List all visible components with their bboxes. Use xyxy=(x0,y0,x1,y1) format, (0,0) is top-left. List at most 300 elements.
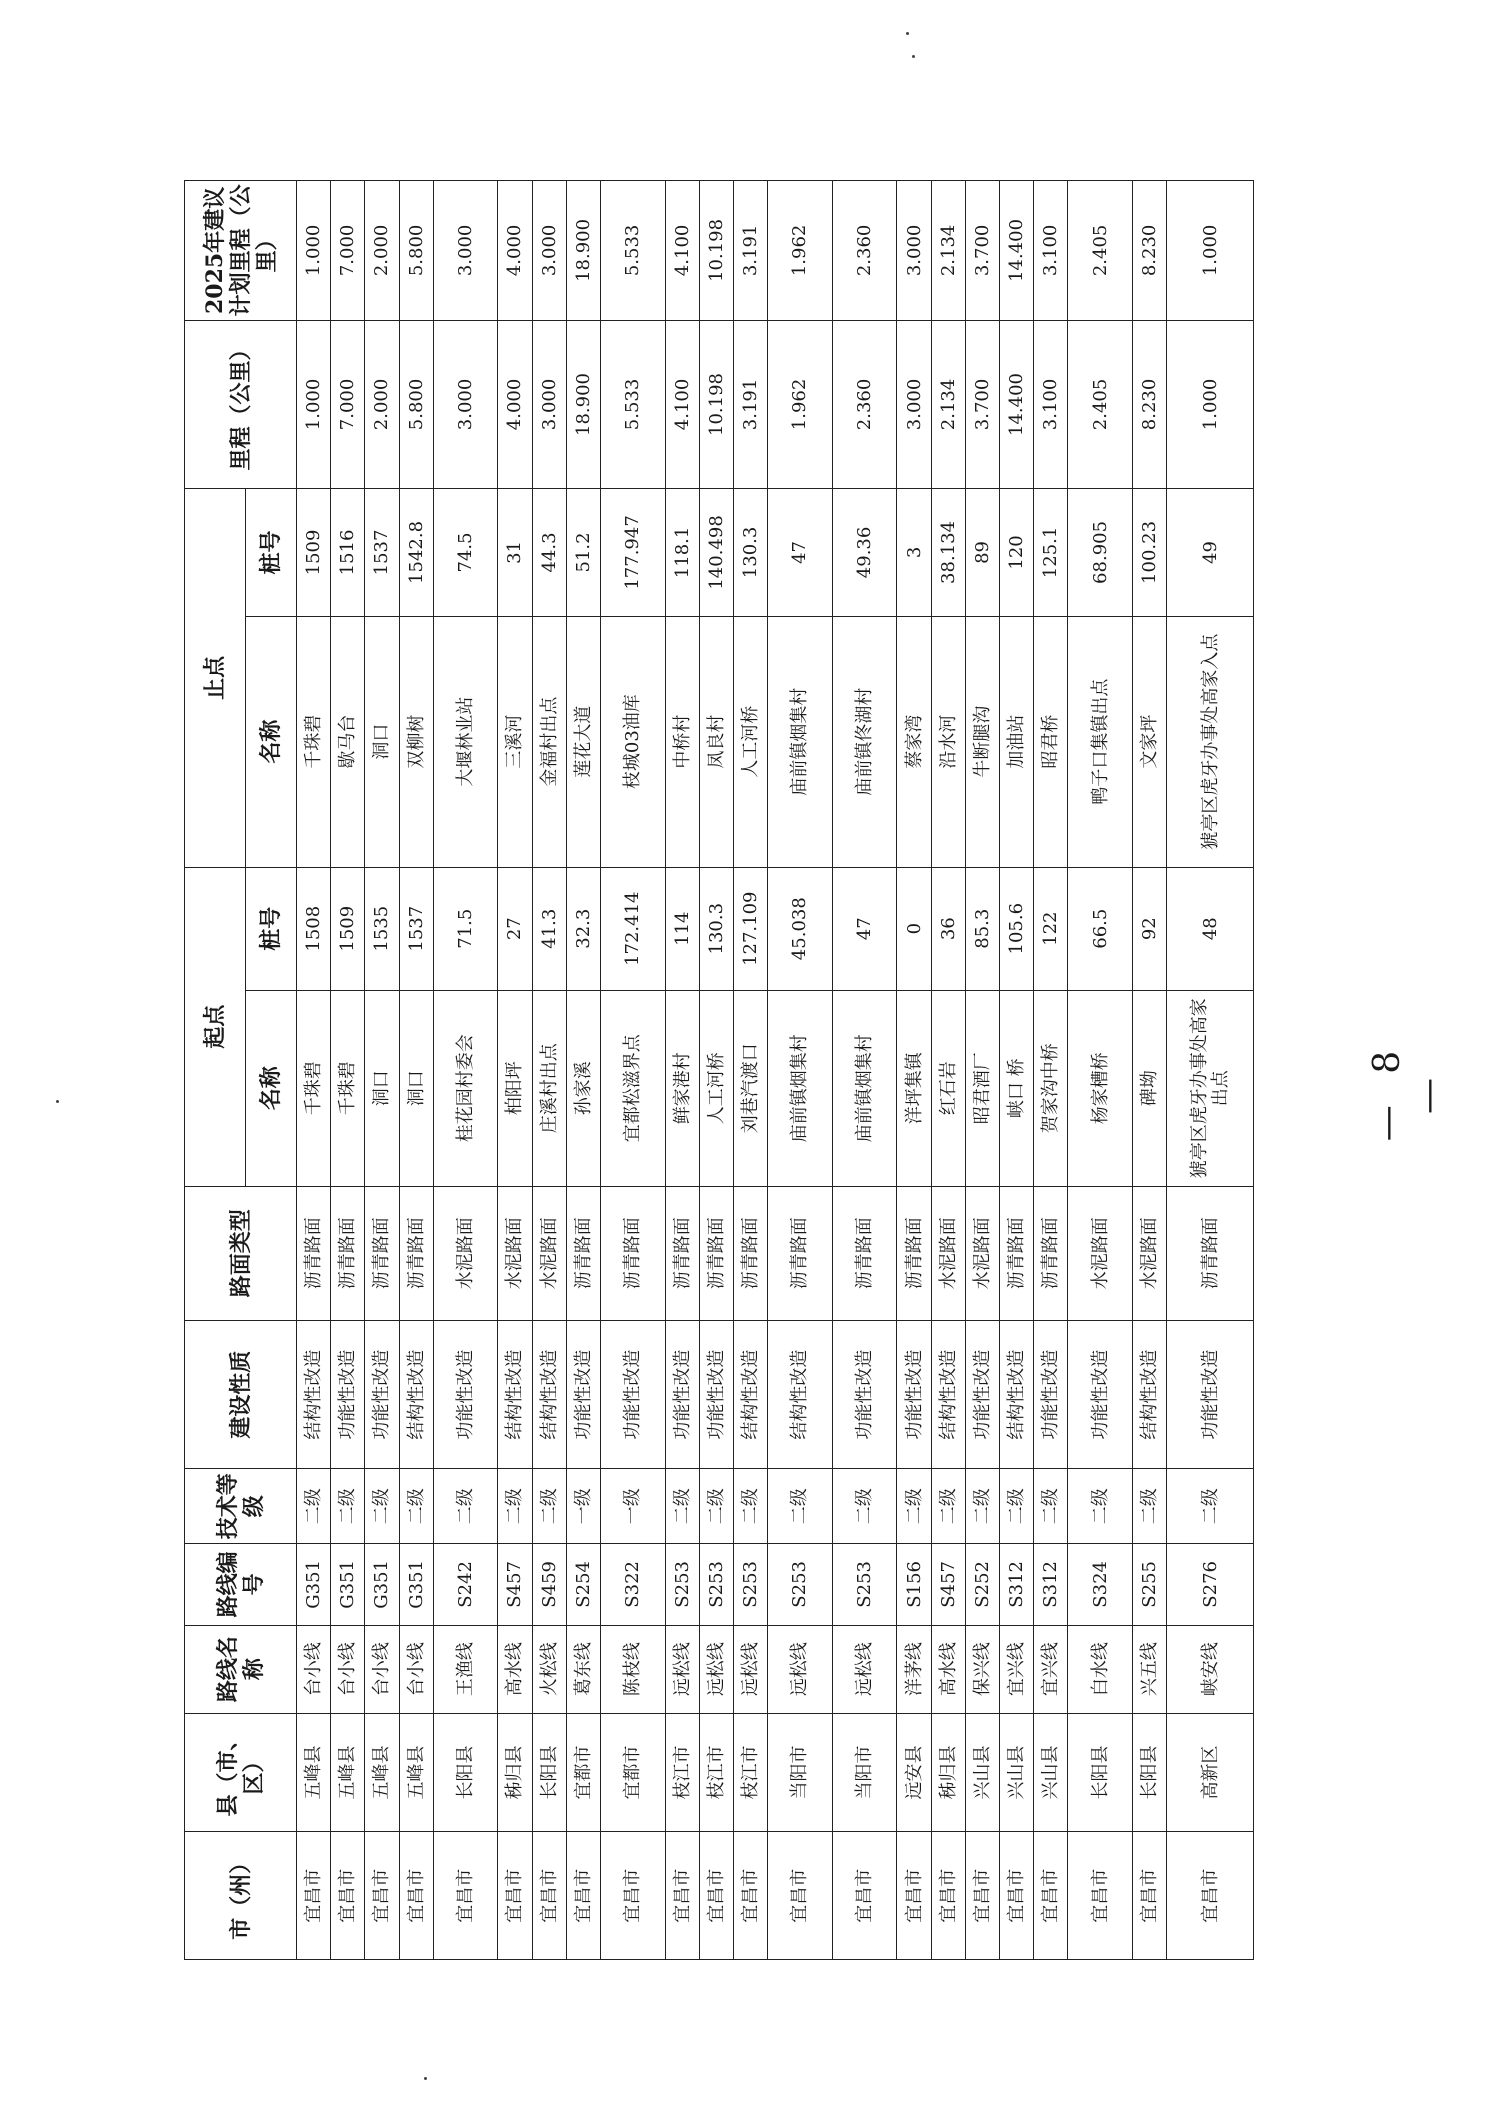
cell-start-stake: 27 xyxy=(498,867,532,990)
cell-city: 宜昌市 xyxy=(365,1832,399,1960)
cell-nature: 结构性改造 xyxy=(999,1320,1033,1469)
cell-grade: 二级 xyxy=(399,1469,433,1544)
cell-grade: 二级 xyxy=(1034,1469,1068,1544)
cell-city: 宜昌市 xyxy=(733,1832,767,1960)
cell-plan: 3.100 xyxy=(1034,181,1068,321)
cell-nature: 结构性改造 xyxy=(297,1320,331,1469)
cell-start-name: 庙前镇烟集村 xyxy=(768,990,833,1186)
cell-city: 宜昌市 xyxy=(897,1832,931,1960)
cell-start-stake: 1509 xyxy=(331,867,365,990)
cell-route-name: 台小线 xyxy=(297,1625,331,1713)
cell-end-stake: 38.134 xyxy=(931,489,965,617)
cell-plan: 3.000 xyxy=(532,181,566,321)
table-row xyxy=(965,181,999,1960)
cell-route-name: 宜兴线 xyxy=(999,1625,1033,1713)
table-row xyxy=(399,181,433,1960)
cell-end-stake: 89 xyxy=(965,489,999,617)
cell-county: 枝江市 xyxy=(665,1713,699,1832)
cell-start-stake: 92 xyxy=(1133,867,1167,990)
cell-surface: 沥青路面 xyxy=(999,1186,1033,1320)
table-row xyxy=(1133,181,1167,1960)
cell-surface: 沥青路面 xyxy=(331,1186,365,1320)
cell-county: 当阳市 xyxy=(832,1713,897,1832)
cell-start-name: 洞口 xyxy=(365,990,399,1186)
cell-start-stake: 45.038 xyxy=(768,867,833,990)
cell-nature: 功能性改造 xyxy=(832,1320,897,1469)
header-city: 市（州） xyxy=(185,1832,297,1960)
cell-start-name: 人工河桥 xyxy=(699,990,733,1186)
cell-plan: 2.360 xyxy=(832,181,897,321)
cell-route-code: S457 xyxy=(931,1544,965,1625)
cell-plan: 3.000 xyxy=(433,181,498,321)
cell-end-name: 牛断腿沟 xyxy=(965,616,999,867)
cell-route-name: 台小线 xyxy=(365,1625,399,1713)
cell-county: 长阳县 xyxy=(433,1713,498,1832)
cell-route-code: S457 xyxy=(498,1544,532,1625)
cell-start-name: 红石岩 xyxy=(931,990,965,1186)
cell-start-stake: 1535 xyxy=(365,867,399,990)
table-row xyxy=(931,181,965,1960)
cell-end-stake: 44.3 xyxy=(532,489,566,617)
cell-route-name: 高水线 xyxy=(931,1625,965,1713)
cell-route-name: 台小线 xyxy=(331,1625,365,1713)
cell-county: 枝江市 xyxy=(733,1713,767,1832)
cell-grade: 二级 xyxy=(768,1469,833,1544)
table-row xyxy=(498,181,532,1960)
cell-county: 宜都市 xyxy=(566,1713,600,1832)
cell-route-name: 洋茅线 xyxy=(897,1625,931,1713)
cell-nature: 功能性改造 xyxy=(566,1320,600,1469)
cell-nature: 结构性改造 xyxy=(498,1320,532,1469)
cell-end-stake: 49.36 xyxy=(832,489,897,617)
table-row xyxy=(1167,181,1254,1960)
cell-end-name: 蔡家湾 xyxy=(897,616,931,867)
header-start: 起点 xyxy=(185,867,246,1186)
cell-route-code: G351 xyxy=(297,1544,331,1625)
cell-length: 14.400 xyxy=(999,320,1033,488)
cell-end-name: 千珠碧 xyxy=(297,616,331,867)
cell-end-name: 人工河桥 xyxy=(733,616,767,867)
cell-surface: 水泥路面 xyxy=(498,1186,532,1320)
cell-surface: 水泥路面 xyxy=(1133,1186,1167,1320)
cell-grade: 二级 xyxy=(897,1469,931,1544)
cell-route-code: S276 xyxy=(1167,1544,1254,1625)
cell-county: 秭归县 xyxy=(931,1713,965,1832)
cell-nature: 功能性改造 xyxy=(1068,1320,1133,1469)
cell-end-stake: 49 xyxy=(1167,489,1254,617)
cell-end-stake: 177.947 xyxy=(600,489,665,617)
cell-start-name: 庙前镇烟集村 xyxy=(832,990,897,1186)
cell-plan: 5.533 xyxy=(600,181,665,321)
cell-nature: 功能性改造 xyxy=(1034,1320,1068,1469)
cell-route-code: G351 xyxy=(399,1544,433,1625)
cell-county: 五峰县 xyxy=(365,1713,399,1832)
cell-end-stake: 140.498 xyxy=(699,489,733,617)
cell-end-name: 文家坪 xyxy=(1133,616,1167,867)
cell-start-stake: 122 xyxy=(1034,867,1068,990)
cell-grade: 二级 xyxy=(931,1469,965,1544)
header-start-name: 名称 xyxy=(246,990,297,1186)
table-row xyxy=(600,181,665,1960)
cell-grade: 二级 xyxy=(532,1469,566,1544)
cell-nature: 功能性改造 xyxy=(433,1320,498,1469)
cell-route-name: 火松线 xyxy=(532,1625,566,1713)
cell-nature: 结构性改造 xyxy=(399,1320,433,1469)
table-row xyxy=(433,181,498,1960)
cell-grade: 二级 xyxy=(832,1469,897,1544)
cell-city: 宜昌市 xyxy=(498,1832,532,1960)
cell-end-stake: 1537 xyxy=(365,489,399,617)
cell-city: 宜昌市 xyxy=(965,1832,999,1960)
cell-nature: 结构性改造 xyxy=(733,1320,767,1469)
table-row xyxy=(1034,181,1068,1960)
cell-length: 1.000 xyxy=(1167,320,1254,488)
table-header xyxy=(185,181,297,1960)
header-end: 止点 xyxy=(185,489,246,867)
cell-route-code: S254 xyxy=(566,1544,600,1625)
cell-route-code: S312 xyxy=(1034,1544,1068,1625)
cell-county: 兴山县 xyxy=(1034,1713,1068,1832)
cell-end-name: 加油站 xyxy=(999,616,1033,867)
cell-length: 3.191 xyxy=(733,320,767,488)
cell-start-name: 洞口 xyxy=(399,990,433,1186)
table-row xyxy=(1068,181,1133,1960)
cell-grade: 二级 xyxy=(331,1469,365,1544)
cell-city: 宜昌市 xyxy=(1133,1832,1167,1960)
cell-grade: 二级 xyxy=(297,1469,331,1544)
header-route-code: 路线编号 xyxy=(185,1544,297,1625)
cell-surface: 沥青路面 xyxy=(600,1186,665,1320)
cell-nature: 结构性改造 xyxy=(532,1320,566,1469)
table-row xyxy=(532,181,566,1960)
cell-route-name: 陈枝线 xyxy=(600,1625,665,1713)
cell-county: 五峰县 xyxy=(331,1713,365,1832)
cell-nature: 功能性改造 xyxy=(897,1320,931,1469)
table-row xyxy=(297,181,331,1960)
cell-start-stake: 36 xyxy=(931,867,965,990)
cell-plan: 1.962 xyxy=(768,181,833,321)
cell-length: 1.962 xyxy=(768,320,833,488)
header-plan: 2025年建议计划里程（公里） xyxy=(185,181,297,321)
cell-start-name: 杨家槽桥 xyxy=(1068,990,1133,1186)
cell-end-name: 大堰林业站 xyxy=(433,616,498,867)
cell-surface: 沥青路面 xyxy=(297,1186,331,1320)
cell-length: 18.900 xyxy=(566,320,600,488)
cell-surface: 沥青路面 xyxy=(1034,1186,1068,1320)
cell-length: 2.134 xyxy=(931,320,965,488)
cell-county: 长阳县 xyxy=(1068,1713,1133,1832)
cell-surface: 沥青路面 xyxy=(897,1186,931,1320)
header-surface: 路面类型 xyxy=(185,1186,297,1320)
cell-end-name: 沿水河 xyxy=(931,616,965,867)
table-row xyxy=(999,181,1033,1960)
road-plan-table xyxy=(184,180,1254,1960)
cell-start-stake: 1508 xyxy=(297,867,331,990)
cell-surface: 沥青路面 xyxy=(566,1186,600,1320)
cell-nature: 功能性改造 xyxy=(699,1320,733,1469)
cell-end-name: 枝城03油库 xyxy=(600,616,665,867)
cell-city: 宜昌市 xyxy=(600,1832,665,1960)
cell-route-code: S459 xyxy=(532,1544,566,1625)
cell-plan: 3.191 xyxy=(733,181,767,321)
cell-nature: 功能性改造 xyxy=(665,1320,699,1469)
cell-end-stake: 125.1 xyxy=(1034,489,1068,617)
cell-start-name: 峡口 桥 xyxy=(999,990,1033,1186)
cell-route-code: S253 xyxy=(733,1544,767,1625)
scan-speck xyxy=(56,1100,59,1103)
cell-end-name: 双柳树 xyxy=(399,616,433,867)
table-row xyxy=(665,181,699,1960)
cell-surface: 沥青路面 xyxy=(733,1186,767,1320)
header-county: 县（市、区） xyxy=(185,1713,297,1832)
cell-start-name: 洋坪集镇 xyxy=(897,990,931,1186)
cell-surface: 沥青路面 xyxy=(399,1186,433,1320)
cell-route-name: 台小线 xyxy=(399,1625,433,1713)
cell-grade: 二级 xyxy=(965,1469,999,1544)
cell-route-name: 葛东线 xyxy=(566,1625,600,1713)
cell-county: 枝江市 xyxy=(699,1713,733,1832)
cell-start-name: 贺家沟中桥 xyxy=(1034,990,1068,1186)
cell-surface: 水泥路面 xyxy=(433,1186,498,1320)
cell-route-code: S156 xyxy=(897,1544,931,1625)
cell-city: 宜昌市 xyxy=(931,1832,965,1960)
cell-plan: 8.230 xyxy=(1133,181,1167,321)
cell-start-stake: 48 xyxy=(1167,867,1254,990)
cell-start-name: 刘巷汽渡口 xyxy=(733,990,767,1186)
cell-grade: 一级 xyxy=(600,1469,665,1544)
cell-city: 宜昌市 xyxy=(699,1832,733,1960)
cell-grade: 二级 xyxy=(733,1469,767,1544)
cell-grade: 二级 xyxy=(1068,1469,1133,1544)
cell-city: 宜昌市 xyxy=(999,1832,1033,1960)
header-end-stake: 桩号 xyxy=(246,489,297,617)
cell-surface: 沥青路面 xyxy=(699,1186,733,1320)
cell-length: 3.000 xyxy=(532,320,566,488)
cell-start-name: 千珠碧 xyxy=(297,990,331,1186)
cell-length: 5.533 xyxy=(600,320,665,488)
cell-end-name: 凤良村 xyxy=(699,616,733,867)
cell-plan: 4.000 xyxy=(498,181,532,321)
cell-route-name: 高水线 xyxy=(498,1625,532,1713)
table-row xyxy=(733,181,767,1960)
cell-city: 宜昌市 xyxy=(768,1832,833,1960)
cell-end-stake: 1542.8 xyxy=(399,489,433,617)
cell-grade: 二级 xyxy=(498,1469,532,1544)
cell-start-stake: 47 xyxy=(832,867,897,990)
cell-city: 宜昌市 xyxy=(297,1832,331,1960)
cell-start-stake: 85.3 xyxy=(965,867,999,990)
cell-county: 兴山县 xyxy=(965,1713,999,1832)
cell-surface: 沥青路面 xyxy=(832,1186,897,1320)
table-row xyxy=(566,181,600,1960)
cell-nature: 功能性改造 xyxy=(365,1320,399,1469)
cell-surface: 沥青路面 xyxy=(365,1186,399,1320)
cell-start-stake: 1537 xyxy=(399,867,433,990)
cell-plan: 10.198 xyxy=(699,181,733,321)
cell-length: 3.700 xyxy=(965,320,999,488)
cell-start-name: 碑坳 xyxy=(1133,990,1167,1186)
cell-route-name: 远松线 xyxy=(733,1625,767,1713)
cell-route-name: 远松线 xyxy=(768,1625,833,1713)
cell-city: 宜昌市 xyxy=(532,1832,566,1960)
cell-nature: 结构性改造 xyxy=(768,1320,833,1469)
cell-nature: 功能性改造 xyxy=(1167,1320,1254,1469)
header-start-stake: 桩号 xyxy=(246,867,297,990)
cell-end-stake: 68.905 xyxy=(1068,489,1133,617)
cell-route-code: S252 xyxy=(965,1544,999,1625)
cell-start-stake: 66.5 xyxy=(1068,867,1133,990)
cell-start-name: 柏阳坪 xyxy=(498,990,532,1186)
cell-start-stake: 32.3 xyxy=(566,867,600,990)
cell-route-name: 远松线 xyxy=(699,1625,733,1713)
header-nature: 建设性质 xyxy=(185,1320,297,1469)
cell-nature: 功能性改造 xyxy=(331,1320,365,1469)
table-row xyxy=(699,181,733,1960)
table-row xyxy=(365,181,399,1960)
cell-plan: 18.900 xyxy=(566,181,600,321)
cell-surface: 水泥路面 xyxy=(1068,1186,1133,1320)
cell-city: 宜昌市 xyxy=(1068,1832,1133,1960)
cell-route-name: 远松线 xyxy=(665,1625,699,1713)
scan-speck xyxy=(906,32,909,35)
cell-length: 1.000 xyxy=(297,320,331,488)
cell-surface: 水泥路面 xyxy=(931,1186,965,1320)
cell-start-name: 鲜家港村 xyxy=(665,990,699,1186)
cell-county: 五峰县 xyxy=(297,1713,331,1832)
cell-length: 3.000 xyxy=(433,320,498,488)
cell-start-name: 猇亭区虎牙办事处高家出点 xyxy=(1167,990,1254,1186)
cell-end-name: 莲花大道 xyxy=(566,616,600,867)
cell-route-code: G351 xyxy=(365,1544,399,1625)
cell-length: 7.000 xyxy=(331,320,365,488)
cell-end-name: 洞口 xyxy=(365,616,399,867)
cell-start-name: 孙家溪 xyxy=(566,990,600,1186)
cell-start-name: 桂花园村委会 xyxy=(433,990,498,1186)
cell-county: 当阳市 xyxy=(768,1713,833,1832)
cell-start-stake: 0 xyxy=(897,867,931,990)
header-end-name: 名称 xyxy=(246,616,297,867)
cell-length: 3.100 xyxy=(1034,320,1068,488)
cell-length: 8.230 xyxy=(1133,320,1167,488)
scan-speck xyxy=(912,55,915,58)
cell-end-name: 昭君桥 xyxy=(1034,616,1068,867)
cell-city: 宜昌市 xyxy=(1167,1832,1254,1960)
cell-route-code: S255 xyxy=(1133,1544,1167,1625)
cell-end-stake: 120 xyxy=(999,489,1033,617)
cell-surface: 沥青路面 xyxy=(768,1186,833,1320)
cell-plan: 1.000 xyxy=(1167,181,1254,321)
cell-end-stake: 51.2 xyxy=(566,489,600,617)
cell-route-code: S253 xyxy=(665,1544,699,1625)
cell-grade: 二级 xyxy=(1167,1469,1254,1544)
cell-route-code: S322 xyxy=(600,1544,665,1625)
cell-length: 10.198 xyxy=(699,320,733,488)
cell-end-stake: 130.3 xyxy=(733,489,767,617)
cell-end-stake: 1516 xyxy=(331,489,365,617)
cell-route-name: 峡安线 xyxy=(1167,1625,1254,1713)
cell-end-stake: 74.5 xyxy=(433,489,498,617)
cell-surface: 沥青路面 xyxy=(665,1186,699,1320)
cell-route-name: 保兴线 xyxy=(965,1625,999,1713)
cell-route-name: 王渔线 xyxy=(433,1625,498,1713)
cell-length: 4.000 xyxy=(498,320,532,488)
cell-end-name: 歇马台 xyxy=(331,616,365,867)
cell-city: 宜昌市 xyxy=(433,1832,498,1960)
cell-grade: 二级 xyxy=(699,1469,733,1544)
cell-start-stake: 172.414 xyxy=(600,867,665,990)
cell-route-code: G351 xyxy=(331,1544,365,1625)
cell-start-name: 昭君酒厂 xyxy=(965,990,999,1186)
cell-end-name: 庙前镇佟湖村 xyxy=(832,616,897,867)
cell-length: 2.000 xyxy=(365,320,399,488)
cell-length: 3.000 xyxy=(897,320,931,488)
cell-end-stake: 118.1 xyxy=(665,489,699,617)
table-body xyxy=(297,181,1254,1960)
cell-route-name: 远松线 xyxy=(832,1625,897,1713)
cell-surface: 沥青路面 xyxy=(1167,1186,1254,1320)
cell-end-stake: 100.23 xyxy=(1133,489,1167,617)
cell-plan: 3.000 xyxy=(897,181,931,321)
cell-end-name: 三溪河 xyxy=(498,616,532,867)
scan-speck xyxy=(424,2077,427,2080)
cell-plan: 3.700 xyxy=(965,181,999,321)
cell-end-stake: 31 xyxy=(498,489,532,617)
cell-county: 远安县 xyxy=(897,1713,931,1832)
cell-county: 长阳县 xyxy=(1133,1713,1167,1832)
cell-start-name: 宜都松滋界点 xyxy=(600,990,665,1186)
cell-county: 宜都市 xyxy=(600,1713,665,1832)
cell-start-stake: 71.5 xyxy=(433,867,498,990)
table-row xyxy=(832,181,897,1960)
cell-route-code: S253 xyxy=(832,1544,897,1625)
cell-county: 五峰县 xyxy=(399,1713,433,1832)
cell-grade: 二级 xyxy=(665,1469,699,1544)
cell-length: 2.405 xyxy=(1068,320,1133,488)
table-row xyxy=(768,181,833,1960)
cell-route-code: S253 xyxy=(768,1544,833,1625)
cell-city: 宜昌市 xyxy=(399,1832,433,1960)
cell-end-stake: 47 xyxy=(768,489,833,617)
cell-start-stake: 114 xyxy=(665,867,699,990)
cell-plan: 2.134 xyxy=(931,181,965,321)
cell-plan: 7.000 xyxy=(331,181,365,321)
cell-county: 高新区 xyxy=(1167,1713,1254,1832)
cell-grade: 二级 xyxy=(1133,1469,1167,1544)
cell-end-name: 中桥村 xyxy=(665,616,699,867)
cell-end-name: 庙前镇烟集村 xyxy=(768,616,833,867)
cell-city: 宜昌市 xyxy=(566,1832,600,1960)
cell-route-code: S312 xyxy=(999,1544,1033,1625)
cell-county: 兴山县 xyxy=(999,1713,1033,1832)
cell-end-name: 金福村出点 xyxy=(532,616,566,867)
cell-surface: 水泥路面 xyxy=(965,1186,999,1320)
cell-end-stake: 3 xyxy=(897,489,931,617)
cell-end-name: 猇亭区虎牙办事处高家入点 xyxy=(1167,616,1254,867)
cell-surface: 水泥路面 xyxy=(532,1186,566,1320)
cell-city: 宜昌市 xyxy=(665,1832,699,1960)
header-length: 里程（公里） xyxy=(185,320,297,488)
table-row xyxy=(897,181,931,1960)
cell-county: 长阳县 xyxy=(532,1713,566,1832)
cell-route-name: 兴五线 xyxy=(1133,1625,1167,1713)
cell-length: 4.100 xyxy=(665,320,699,488)
cell-end-name: 鸭子口集镇出点 xyxy=(1068,616,1133,867)
cell-nature: 功能性改造 xyxy=(965,1320,999,1469)
cell-route-code: S253 xyxy=(699,1544,733,1625)
cell-end-stake: 1509 xyxy=(297,489,331,617)
cell-plan: 5.800 xyxy=(399,181,433,321)
cell-plan: 4.100 xyxy=(665,181,699,321)
